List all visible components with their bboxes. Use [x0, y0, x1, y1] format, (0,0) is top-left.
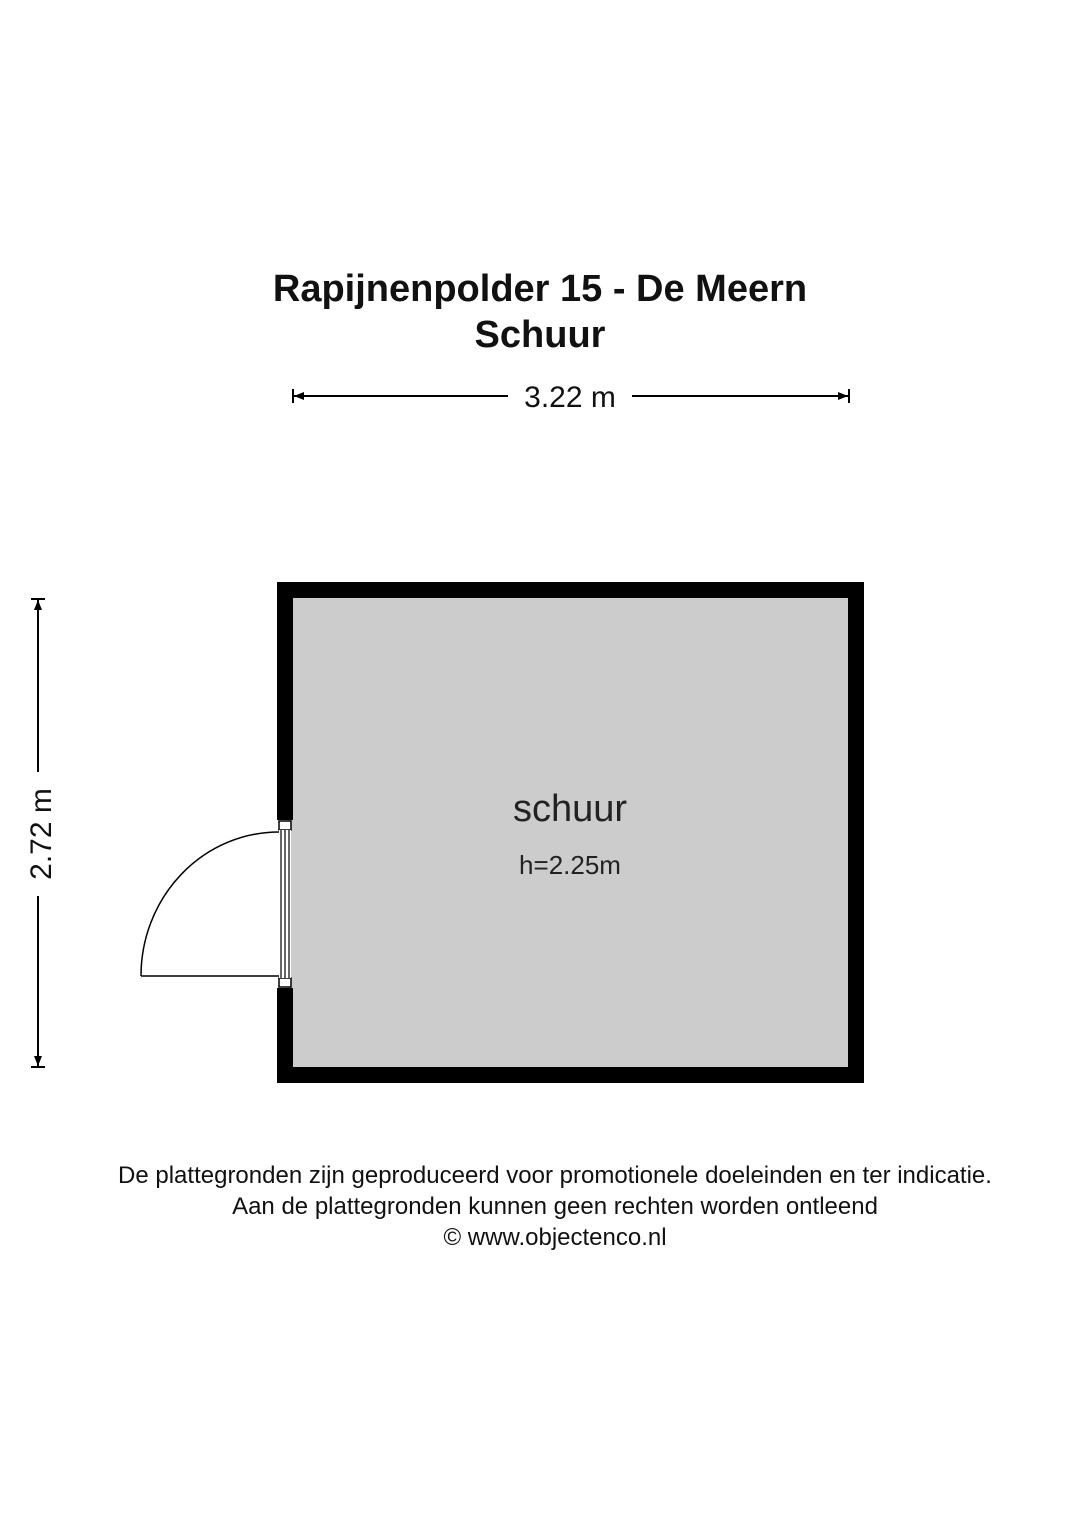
door [141, 821, 291, 987]
room-floor [286, 590, 856, 1075]
wall-right [848, 582, 864, 1083]
width-dimension-label: 3.22 m [524, 381, 616, 414]
wall-left-lower [277, 988, 293, 1083]
copyright-notice: © www.objectenco.nl [443, 1224, 667, 1251]
disclaimer-line-2: Aan de plattegronden kunnen geen rechten worden ontleend [232, 1193, 878, 1220]
page-title: Rapijnenpolder 15 - De Meern [272, 268, 808, 310]
room-name-label: schuur [512, 788, 628, 830]
wall-top [277, 582, 864, 598]
door-frame-bottom [279, 978, 291, 987]
room-height-label: h=2.25m [519, 850, 621, 880]
door-swing-arc [141, 832, 279, 976]
width-dimension [293, 381, 849, 414]
door-frame-top [279, 821, 291, 830]
height-dimension [25, 599, 58, 1067]
disclaimer-line-1: De plattegronden zijn geproduceerd voor promotionele doeleinden en ter indicatie. [118, 1162, 992, 1189]
height-dimension-label: 2.72 m [25, 788, 58, 880]
page-subtitle: Schuur [474, 314, 606, 356]
wall-bottom [277, 1067, 864, 1083]
wall-left-upper [277, 582, 293, 820]
